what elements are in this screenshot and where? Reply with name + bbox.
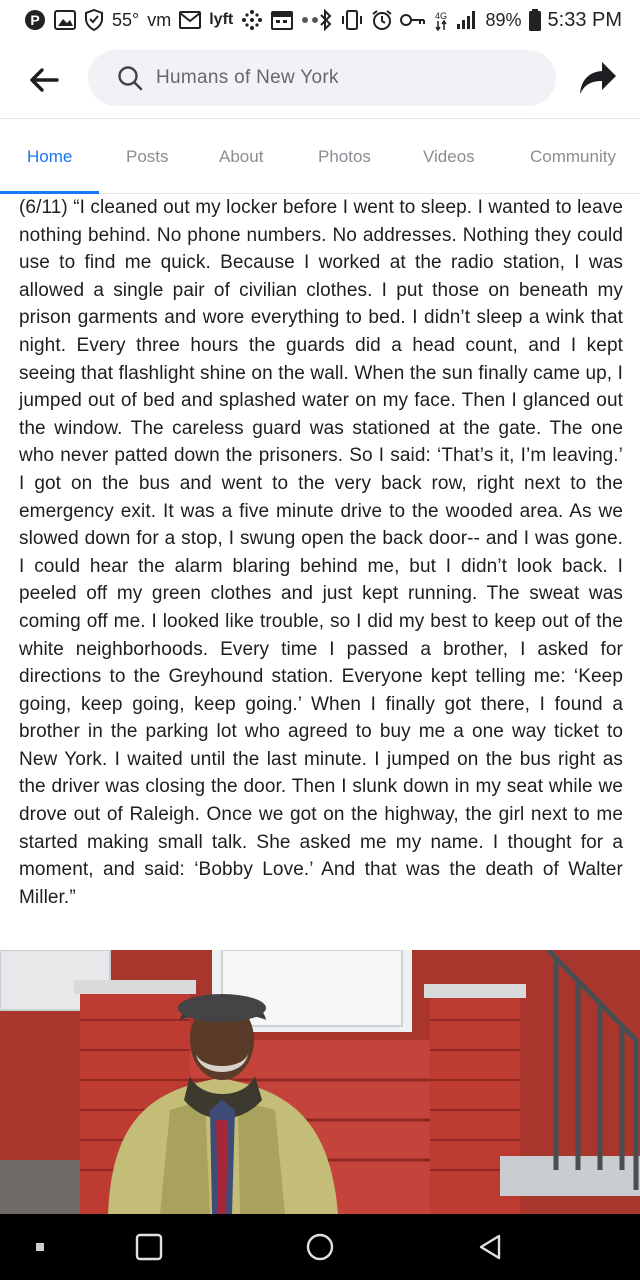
- dots-grid-icon: [241, 9, 263, 31]
- nav-recents-button[interactable]: [129, 1227, 169, 1267]
- share-arrow-icon: [578, 60, 618, 96]
- page-tabs: [0, 118, 640, 194]
- search-query: Humans of New York: [156, 67, 339, 88]
- key-icon: [400, 12, 426, 28]
- svg-text:P: P: [30, 12, 40, 28]
- nav-back-button[interactable]: [470, 1227, 510, 1267]
- tab-about[interactable]: [219, 119, 263, 195]
- square-icon: [134, 1232, 164, 1262]
- nav-home-button[interactable]: [300, 1227, 340, 1267]
- status-left-icons: [24, 9, 319, 31]
- page-header: [0, 40, 640, 118]
- status-bar: [0, 0, 640, 40]
- mail-icon: [179, 11, 201, 29]
- vm-text: vm: [147, 9, 172, 30]
- p-badge-icon: [24, 9, 46, 31]
- nav-menu-dot-button[interactable]: [20, 1227, 60, 1267]
- tab-label: Photos: [318, 147, 371, 166]
- alarm-icon: [371, 9, 393, 31]
- system-nav-bar: [0, 1214, 640, 1280]
- triangle-back-icon: [475, 1232, 505, 1262]
- gallery-icon: [54, 10, 76, 30]
- circle-icon: [304, 1231, 336, 1263]
- tab-posts[interactable]: [126, 119, 169, 195]
- post-photo[interactable]: [0, 950, 640, 1214]
- battery-percent: 89%: [485, 9, 522, 30]
- tab-community[interactable]: [530, 119, 616, 195]
- tab-label: Videos: [423, 147, 475, 166]
- clock-time: 5:33 PM: [547, 8, 622, 31]
- share-button[interactable]: [574, 56, 622, 100]
- network-type-label: 4G: [435, 11, 448, 21]
- tab-label: Community: [530, 147, 616, 166]
- tab-label: About: [219, 147, 264, 166]
- tab-label: Posts: [126, 147, 169, 166]
- network-4g-icon: [433, 9, 449, 31]
- dot-icon: [34, 1241, 46, 1253]
- calendar-icon: [271, 10, 293, 30]
- post-body-text: (6/11) “I cleaned out my locker before I went to sleep. I wanted to leave nothing behind. No phone numbers. No addresses. Nothing they could use to find me quick. Because I worked at the radio station, I was allowed a single pair of civilian clothes. I put those on beneath my prison garments and wore everything to bed. I didn’t sleep a wink that night. Every three hours the guards did a head count, and I kept seeing that flashlight shine on the wall. When the sun finally came up, I jumped out of bed and splashed water on my face. Then I glanced out the window. The careless guard was stationed at the gate. The one who never patted down the prisoners. So I said: ‘That’s it, I’m leaving.’ I got on the bus and went to the very back row, right next to the emergency exit. It was a five minute drive to the wooded area. As we slowed down for a stop, I swung open the back door-- and I was gone. I could hear the alarm blaring behind me, but I didn’t look back. I peeled off my green clothes and just kept running. The sweat was coming off me. I looked like trouble, so I did my best to keep out of the white neighborhoods. Every time I passed a brother, I asked for directions to the Greyhound station. Everyone kept telling me: ‘Keep going, keep going, keep going.’ When I finally got there, I found a brother in the parking lot who agreed to buy me a one way ticket to New York. I waited until the last minute. I jumped on the bus right as the driver was closing the door. Then I slunk down in my seat while we drove out of Raleigh. Once we got on the highway, the girl next to me started making small talk. She asked me my name. I thought for a moment, and said: ‘Bobby Love.’ And that was the death of Walter Miller.”: [19, 197, 623, 908]
- temperature-text: 55°: [112, 9, 140, 30]
- back-button[interactable]: [24, 60, 64, 100]
- bluetooth-icon: [319, 9, 333, 31]
- tab-home[interactable]: [27, 119, 72, 195]
- shield-icon: [84, 9, 104, 31]
- tab-photos[interactable]: [318, 119, 371, 195]
- vibrate-icon: [340, 9, 364, 31]
- tab-videos[interactable]: [423, 119, 475, 195]
- tab-label: Home: [27, 147, 73, 166]
- photo-illustration: [0, 950, 640, 1214]
- arrow-left-icon: [29, 67, 59, 93]
- signal-icon: [456, 10, 478, 30]
- status-right-icons: [319, 9, 622, 32]
- lyft-text: lyft: [209, 11, 234, 28]
- more-dots-icon: [301, 16, 319, 24]
- search-icon: [116, 64, 144, 92]
- battery-icon: [529, 9, 541, 31]
- search-bar[interactable]: [88, 50, 556, 106]
